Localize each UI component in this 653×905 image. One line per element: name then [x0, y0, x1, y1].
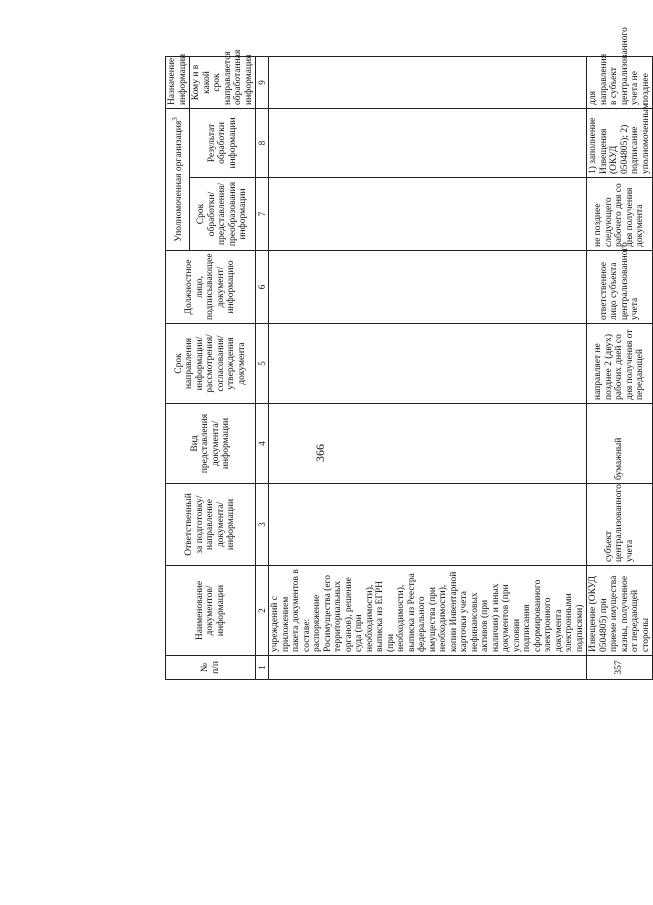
- header-authorized-org: Уполномоченная организация$^3$: [166, 108, 190, 250]
- column-number: 1: [256, 656, 269, 680]
- header-responsible: Ответственный за подготовку/ направление документа/ информации: [166, 484, 256, 566]
- row-recipient: [269, 56, 587, 108]
- row-processing-result: 1) заполнение Извещения (ОКУД 0504805); 2) подписание уполномоченным: [587, 108, 653, 177]
- column-number: 3: [256, 484, 269, 566]
- header-processing-deadline: Срок обработки/ представления/ преобразования информации: [190, 178, 256, 251]
- header-purpose: Назначение информации: [166, 56, 190, 108]
- row-processing-deadline: [269, 178, 587, 251]
- row-responsible: [269, 484, 587, 566]
- row-processing-deadline: не позднее следующего рабочего дня со дня получения документа: [587, 178, 653, 251]
- row-name: учреждений с приложением пакета документов в составе: распоряжение Росимущества (его территориальных органов), решение суда (при необходимости), выписка из ЕГРН (при необходимости), выписка из Реестра федерального имущества (при необходимости), копии Инвентарной карточки учета нефинансовых активов (при наличии) и иных документов (при условии подписания сформированного электронного документа электронными подписями): [269, 566, 587, 656]
- row-name: Извещение (ОКУД 0504805) при приеме имущества казны, полученное от передающей стороны: [587, 566, 653, 656]
- header-row-1: [166, 56, 190, 679]
- rotated-table-container: [165, 27, 651, 680]
- row-processing-result: [269, 108, 587, 177]
- column-number: 6: [256, 251, 269, 324]
- header-type: Вид представления документа/ информации: [166, 404, 256, 484]
- row-no: 357: [587, 656, 653, 680]
- table-row: [587, 56, 653, 679]
- column-number: 4: [256, 404, 269, 484]
- column-number: 8: [256, 108, 269, 177]
- row-no: [269, 656, 587, 680]
- column-number: 2: [256, 566, 269, 656]
- footnote-mark: 3: [171, 117, 180, 121]
- column-number: 9: [256, 56, 269, 108]
- column-number: 5: [256, 324, 269, 404]
- table-row: [269, 56, 587, 679]
- row-deadline: направляет не позднее 2 (двух) рабочих дней со дня получения от передающей: [587, 324, 653, 404]
- row-type: [269, 404, 587, 484]
- page-number: 366: [313, 444, 327, 462]
- header-processing-result: Результат обработки информации: [190, 108, 256, 177]
- header-no: № п/п: [166, 656, 256, 680]
- header-deadline: Срок направления информации/ рассмотрения/ согласования/ утверждения документа: [166, 324, 256, 404]
- row-type: бумажный: [587, 404, 653, 484]
- header-official: Должностное лицо, подписывающее документ/ информацию: [166, 251, 256, 324]
- row-responsible: субъект централизованного учета: [587, 484, 653, 566]
- column-number-row: [256, 56, 269, 679]
- header-name: Наименование документов/ информации: [166, 566, 256, 656]
- row-deadline: [269, 324, 587, 404]
- column-number: 7: [256, 178, 269, 251]
- row-official: ответственное лицо субъекта централизованного учета: [587, 251, 653, 324]
- document-table: [165, 27, 653, 680]
- row-recipient: для направления в субъект централизованного учета не позднее: [587, 56, 653, 108]
- header-recipient: Кому и в какой срок направляется обработанная информация: [190, 56, 256, 108]
- row-official: [269, 251, 587, 324]
